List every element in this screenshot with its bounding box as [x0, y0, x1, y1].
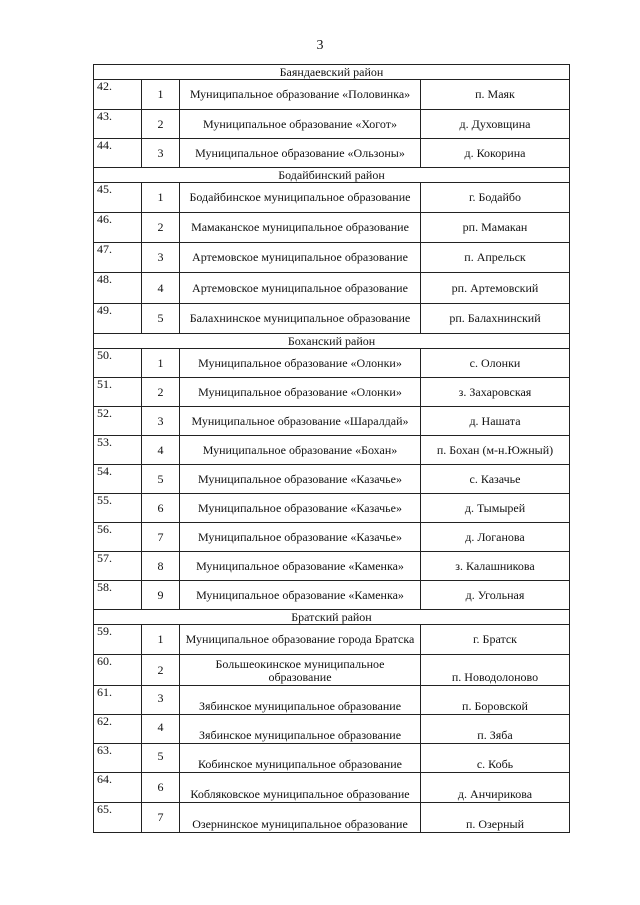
settlement-name: п. Озерный [421, 803, 570, 833]
row-index: 4 [142, 715, 180, 744]
row-index: 3 [142, 139, 180, 168]
row-index: 3 [142, 243, 180, 273]
district-header-row [94, 610, 570, 625]
table-row [94, 494, 570, 523]
settlement-name: д. Нашата [421, 407, 570, 436]
municipality-name: Мамаканское муниципальное образование [180, 213, 421, 243]
settlement-name: п. Маяк [421, 80, 570, 110]
table-row [94, 139, 570, 168]
settlement-name: п. Боровской [421, 686, 570, 715]
settlement-name: д. Тымырей [421, 494, 570, 523]
settlement-name: з. Калашникова [421, 552, 570, 581]
municipality-name: Зябинское муниципальное образование [180, 686, 421, 715]
table-row [94, 715, 570, 744]
table-row [94, 655, 570, 686]
row-index: 1 [142, 349, 180, 378]
settlement-name: с. Кобь [421, 744, 570, 773]
row-number: 53. [94, 436, 142, 465]
settlement-name: с. Олонки [421, 349, 570, 378]
row-number: 62. [94, 715, 142, 744]
page-number: 3 [316, 38, 324, 53]
row-number: 60. [94, 655, 142, 686]
row-index: 5 [142, 744, 180, 773]
table-row [94, 625, 570, 655]
settlement-name: п. Зяба [421, 715, 570, 744]
settlement-name: д. Логанова [421, 523, 570, 552]
settlement-name: п. Бохан (м-н.Южный) [421, 436, 570, 465]
row-number: 44. [94, 139, 142, 168]
row-number: 50. [94, 349, 142, 378]
table-row [94, 378, 570, 407]
municipality-name: Муниципальное образование «Хогот» [180, 110, 421, 139]
row-index: 9 [142, 581, 180, 610]
municipality-name: Озернинское муниципальное образование [180, 803, 421, 833]
settlement-name: рп. Артемовский [421, 273, 570, 304]
municipality-name: Муниципальное образование «Казачье» [180, 494, 421, 523]
row-index: 7 [142, 523, 180, 552]
row-index: 4 [142, 436, 180, 465]
table-row [94, 686, 570, 715]
row-number: 65. [94, 803, 142, 833]
row-number: 64. [94, 773, 142, 803]
settlement-name: п. Новодолоново [421, 655, 570, 686]
district-name: Бодайбинский район [94, 168, 570, 183]
row-number: 42. [94, 80, 142, 110]
row-index: 2 [142, 110, 180, 139]
row-index: 1 [142, 80, 180, 110]
municipality-name: Бодайбинское муниципальное образование [180, 183, 421, 213]
municipality-name: Муниципальное образование города Братска [180, 625, 421, 655]
table-row [94, 523, 570, 552]
row-number: 57. [94, 552, 142, 581]
district-header-row [94, 168, 570, 183]
settlement-name: з. Захаровская [421, 378, 570, 407]
table-row [94, 407, 570, 436]
municipality-name: Муниципальное образование «Бохан» [180, 436, 421, 465]
municipality-name: Кобинское муниципальное образование [180, 744, 421, 773]
row-number: 48. [94, 273, 142, 304]
municipality-name: Муниципальное образование «Шаралдай» [180, 407, 421, 436]
municipality-name: Муниципальное образование «Олонки» [180, 378, 421, 407]
row-number: 55. [94, 494, 142, 523]
table-row [94, 349, 570, 378]
settlement-name: с. Казачье [421, 465, 570, 494]
table-row [94, 183, 570, 213]
settlements-table [93, 64, 570, 833]
municipality-name: Артемовское муниципальное образование [180, 243, 421, 273]
row-index: 4 [142, 273, 180, 304]
district-name: Баяндаевский район [94, 65, 570, 80]
row-index: 2 [142, 213, 180, 243]
municipality-name: Муниципальное образование «Каменка» [180, 581, 421, 610]
table-row [94, 773, 570, 803]
row-number: 46. [94, 213, 142, 243]
row-number: 54. [94, 465, 142, 494]
table-row [94, 552, 570, 581]
settlement-name: д. Духовщина [421, 110, 570, 139]
settlement-name: рп. Балахнинский [421, 304, 570, 334]
table-row [94, 436, 570, 465]
row-number: 51. [94, 378, 142, 407]
settlement-name: д. Кокорина [421, 139, 570, 168]
table-row [94, 213, 570, 243]
table-row [94, 744, 570, 773]
row-number: 58. [94, 581, 142, 610]
row-index: 2 [142, 378, 180, 407]
district-header-row [94, 65, 570, 80]
table-row [94, 304, 570, 334]
row-number: 59. [94, 625, 142, 655]
settlement-name: п. Апрельск [421, 243, 570, 273]
row-index: 8 [142, 552, 180, 581]
table-row [94, 110, 570, 139]
municipality-name: Балахнинское муниципальное образование [180, 304, 421, 334]
table-row [94, 581, 570, 610]
row-index: 3 [142, 686, 180, 715]
row-number: 52. [94, 407, 142, 436]
district-name: Братский район [94, 610, 570, 625]
settlements-table-body [94, 65, 570, 833]
municipality-name: Муниципальное образование «Каменка» [180, 552, 421, 581]
district-name: Боханский район [94, 334, 570, 349]
row-index: 1 [142, 625, 180, 655]
municipality-name: Большеокинское муниципальное образование [180, 655, 421, 686]
table-row [94, 80, 570, 110]
row-index: 5 [142, 465, 180, 494]
municipality-name: Муниципальное образование «Половинка» [180, 80, 421, 110]
municipality-name: Муниципальное образование «Олонки» [180, 349, 421, 378]
row-index: 1 [142, 183, 180, 213]
settlement-name: рп. Мамакан [421, 213, 570, 243]
row-number: 56. [94, 523, 142, 552]
municipality-name: Муниципальное образование «Ользоны» [180, 139, 421, 168]
settlement-name: д. Угольная [421, 581, 570, 610]
table-row [94, 803, 570, 833]
district-header-row [94, 334, 570, 349]
row-number: 63. [94, 744, 142, 773]
table-row [94, 273, 570, 304]
row-number: 61. [94, 686, 142, 715]
row-number: 47. [94, 243, 142, 273]
table-row [94, 243, 570, 273]
row-number: 45. [94, 183, 142, 213]
row-index: 7 [142, 803, 180, 833]
municipality-name: Зябинское муниципальное образование [180, 715, 421, 744]
municipality-name: Муниципальное образование «Казачье» [180, 523, 421, 552]
row-number: 49. [94, 304, 142, 334]
row-index: 6 [142, 494, 180, 523]
row-number: 43. [94, 110, 142, 139]
municipality-name: Кобляковское муниципальное образование [180, 773, 421, 803]
row-index: 2 [142, 655, 180, 686]
municipality-name: Артемовское муниципальное образование [180, 273, 421, 304]
settlement-name: д. Анчирикова [421, 773, 570, 803]
settlement-name: г. Бодайбо [421, 183, 570, 213]
table-row [94, 465, 570, 494]
settlement-name: г. Братск [421, 625, 570, 655]
municipality-name: Муниципальное образование «Казачье» [180, 465, 421, 494]
row-index: 5 [142, 304, 180, 334]
row-index: 3 [142, 407, 180, 436]
row-index: 6 [142, 773, 180, 803]
